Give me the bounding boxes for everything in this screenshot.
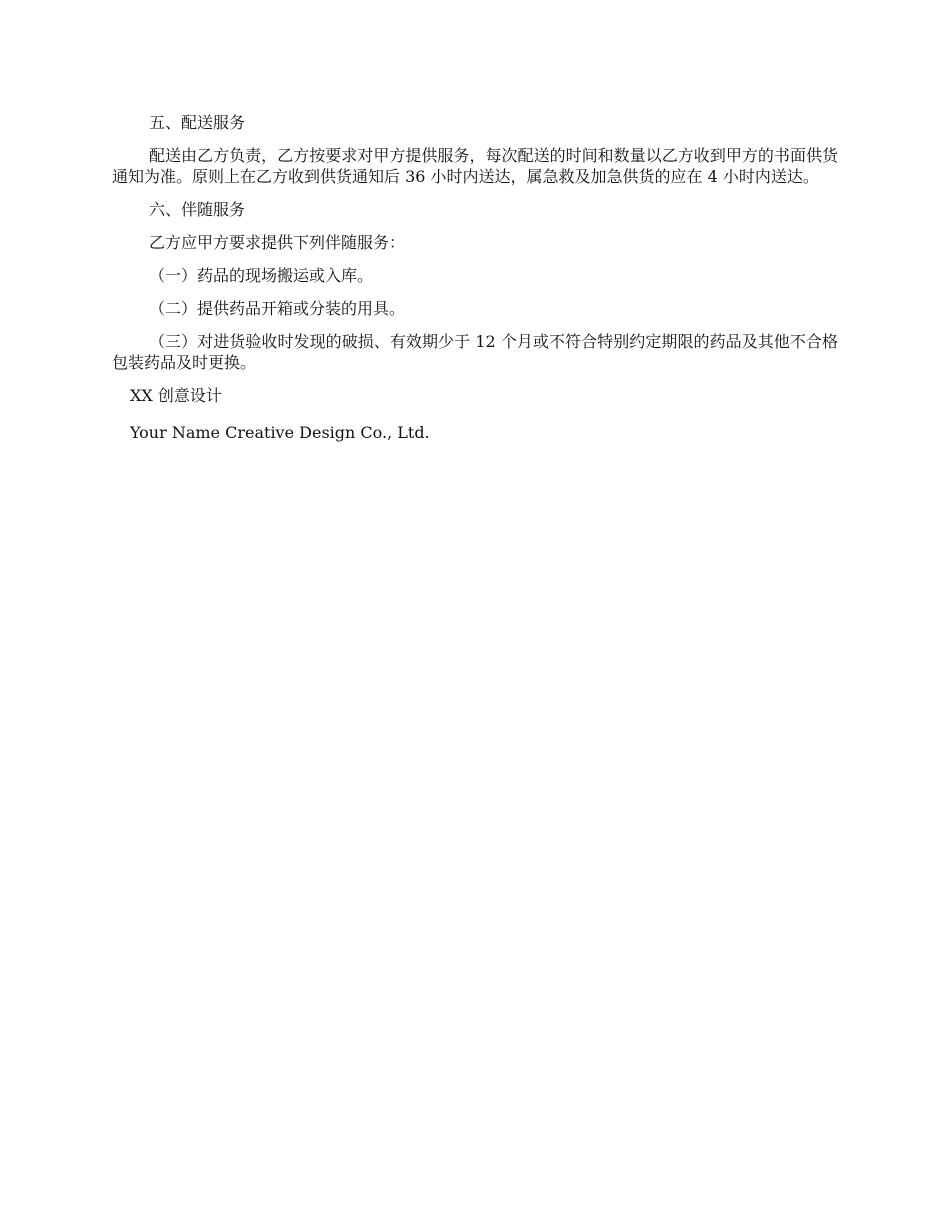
- section-heading-services: 六、伴随服务: [149, 200, 246, 219]
- document-page: [112, 112, 838, 459]
- section-heading-delivery: 五、配送服务: [149, 113, 246, 132]
- company-name-en: Your Name Creative Design Co., Ltd.: [130, 423, 430, 442]
- service-item-3: （三）对进货验收时发现的破损、有效期少于 12 个月或不符合特别约定期限的药品及其他不合格包装药品及时更换。: [112, 332, 838, 372]
- service-item-1: （一）药品的现场搬运或入库。: [149, 266, 374, 285]
- services-intro: 乙方应甲方要求提供下列伴随服务：: [149, 233, 406, 252]
- company-name-cn: XX 创意设计: [130, 386, 222, 405]
- delivery-paragraph: 配送由乙方负责，乙方按要求对甲方提供服务，每次配送的时间和数量以乙方收到甲方的书面供货通知为准。原则上在乙方收到供货通知后 36 小时内送达，属急救及加急供货的应在 4 小时内送达。: [112, 146, 838, 186]
- service-item-2: （二）提供药品开箱或分装的用具。: [149, 299, 406, 318]
